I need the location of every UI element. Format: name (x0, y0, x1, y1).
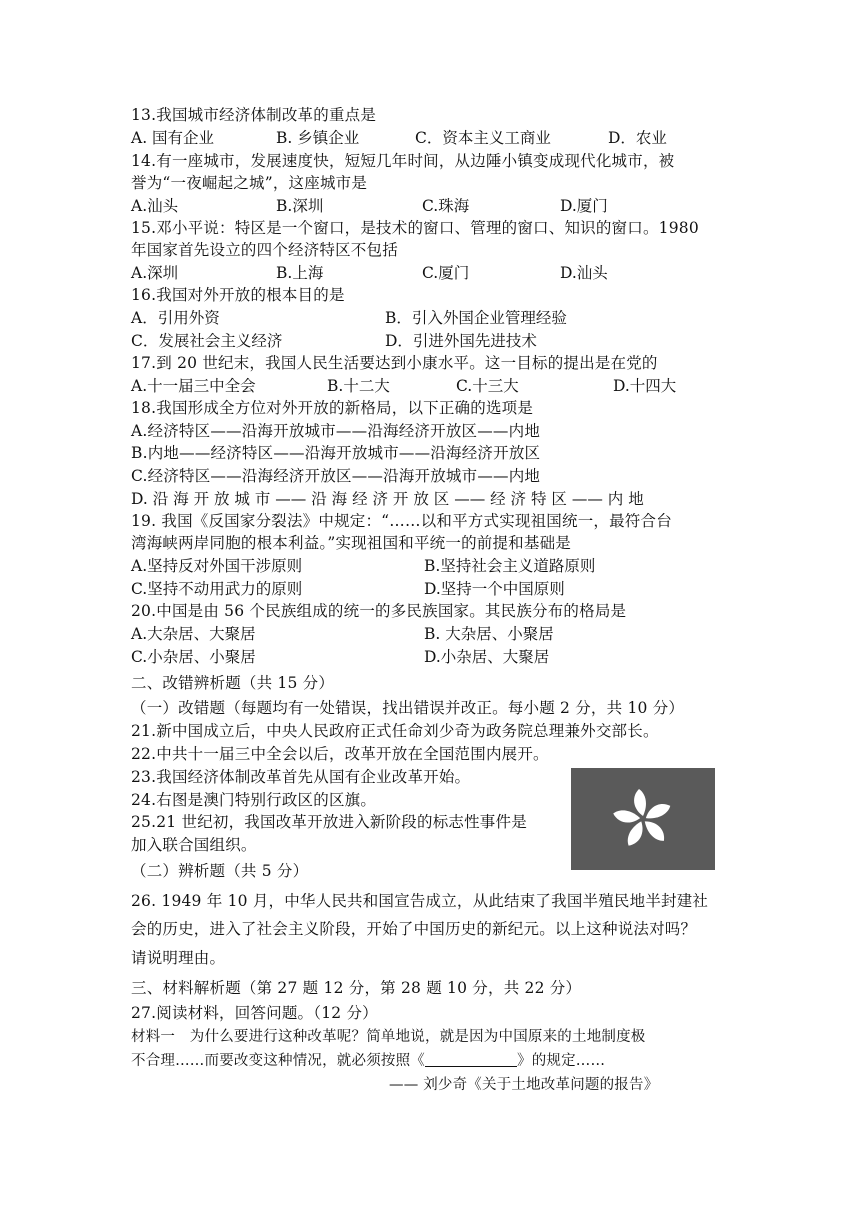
material1-line2-post: 》的规定…… (517, 1053, 606, 1069)
q15-stem-line2: 年国家首先设立的四个经济特区不包括 (131, 241, 398, 259)
q15-option-d: D.汕头 (560, 264, 608, 282)
material1-line2 (131, 1050, 605, 1072)
q26-text-line3: 请说明理由。 (131, 949, 226, 967)
q21-text: 21.新中国成立后，中央人民政府正式任命刘少奇为政务院总理兼外交部长。 (131, 722, 659, 740)
section2-title: 二、改错辨析题（共 15 分） (131, 674, 335, 692)
q20-option-a: A.大杂居、大聚居 (131, 625, 256, 643)
q20-option-d: D.小杂居、大聚居 (424, 648, 550, 666)
q13-option-d: D．农业 (608, 129, 667, 147)
q20-option-c: C.小杂居、小聚居 (131, 648, 256, 666)
q24-text: 24.右图是澳门特别行政区的区旗。 (131, 791, 377, 809)
q14-stem-line2: 誉为“一夜崛起之城”，这座城市是 (131, 174, 368, 192)
q22-text: 22.中共十一届三中全会以后，改革开放在全国范围内展开。 (131, 745, 549, 763)
q17-stem: 17.到 20 世纪末，我国人民生活要达到小康水平。这一目标的提出是在党的 (131, 354, 658, 372)
q14-option-a: A.汕头 (131, 197, 179, 215)
q14-option-c: C.珠海 (422, 197, 470, 215)
q13-option-a: A. 国有企业 (131, 129, 215, 147)
q27-heading: 27.阅读材料，回答问题。（12 分） (131, 1004, 378, 1022)
q18-option-d: D. 沿 海 开 放 城 市 —— 沿 海 经 济 开 放 区 —— 经 济 特 区 —— 内 地 (131, 490, 644, 508)
q19-stem-line2: 湾海峡两岸同胞的根本利益。”实现祖国和平统一的前提和基础是 (131, 534, 571, 552)
hk-region-flag-image (571, 768, 715, 870)
q20-stem: 20.中国是由 56 个民族组成的统一的多民族国家。其民族分布的格局是 (131, 602, 627, 620)
q14-option-b: B.深圳 (276, 197, 324, 215)
section2-part1-heading: （一）改错题（每题均有一处错误，找出错误并改正。每小题 2 分，共 10 分） (131, 699, 685, 717)
q15-option-a: A.深圳 (131, 264, 179, 282)
q14-option-d: D.厦门 (560, 197, 608, 215)
q15-option-c: C.厦门 (422, 264, 470, 282)
q17-option-d: D.十四大 (613, 377, 677, 395)
fill-in-blank (425, 1050, 517, 1067)
q20-option-b: B. 大杂居、小聚居 (424, 625, 554, 643)
material1-source: —— 刘少奇《关于土地改革问题的报告》 (389, 1077, 659, 1093)
q26-text-line1: 26. 1949 年 10 月，中华人民共和国宣告成立，从此结束了我国半殖民地半封建社 (131, 892, 709, 910)
section2-part2-heading: （二）辨析题（共 5 分） (131, 862, 309, 880)
q15-option-b: B.上海 (276, 264, 324, 282)
material1-line2-pre: 不合理……而要改变这种情况，就必须按照《 (131, 1053, 425, 1069)
q16-option-a: A．引用外资 (131, 309, 220, 327)
section3-title: 三、材料解析题（第 27 题 12 分，第 28 题 10 分，共 22 分） (131, 979, 582, 997)
bauhinia-flower-icon (571, 768, 715, 870)
q25-text-line2: 加入联合国组织。 (131, 836, 257, 854)
q13-option-b: B. 乡镇企业 (276, 129, 360, 147)
q18-option-b: B.内地——经济特区——沿海开放城市——沿海经济开放区 (131, 444, 541, 462)
q19-option-a: A.坚持反对外国干涉原则 (131, 557, 303, 575)
q19-option-c: C.坚持不动用武力的原则 (131, 580, 303, 598)
q19-option-d: D.坚持一个中国原则 (424, 580, 565, 598)
q13-stem: 13.我国城市经济体制改革的重点是 (131, 106, 377, 124)
q18-option-a: A.经济特区——沿海开放城市——沿海经济开放区——内地 (131, 422, 541, 440)
q18-stem: 18.我国形成全方位对外开放的新格局，以下正确的选项是 (131, 399, 534, 417)
q25-text-line1: 25.21 世纪初，我国改革开放进入新阶段的标志性事件是 (131, 813, 527, 831)
q19-stem-line1: 19. 我国《反国家分裂法》中规定：“……以和平方式实现祖国统一，最符合台 (131, 512, 672, 530)
q16-option-c: C．发展社会主义经济 (131, 332, 283, 350)
q16-stem: 16.我国对外开放的根本目的是 (131, 286, 345, 304)
q19-option-b: B.坚持社会主义道路原则 (424, 557, 596, 575)
q16-option-d: D．引进外国先进技术 (385, 332, 537, 350)
q23-text: 23.我国经济体制改革首先从国有企业改革开始。 (131, 768, 471, 786)
material1-line1: 材料一 为什么要进行这种改革呢？简单地说，就是因为中国原来的土地制度极 (131, 1029, 646, 1045)
q17-option-c: C.十三大 (456, 377, 519, 395)
q18-option-c: C.经济特区——沿海经济开放区——沿海开放城市——内地 (131, 467, 541, 485)
q13-option-c: C．资本主义工商业 (415, 129, 551, 147)
q26-text-line2: 会的历史，进入了社会主义阶段，开始了中国历史的新纪元。以上这种说法对吗？ (131, 920, 697, 938)
q14-stem-line1: 14.有一座城市，发展速度快，短短几年时间，从边陲小镇变成现代化城市，被 (131, 152, 675, 170)
q15-stem-line1: 15.邓小平说：特区是一个窗口，是技术的窗口、管理的窗口、知识的窗口。1980 (131, 219, 699, 237)
q17-option-b: B.十二大 (327, 377, 390, 395)
q16-option-b: B．引入外国企业管理经验 (385, 309, 567, 327)
q17-option-a: A.十一届三中全会 (131, 377, 256, 395)
